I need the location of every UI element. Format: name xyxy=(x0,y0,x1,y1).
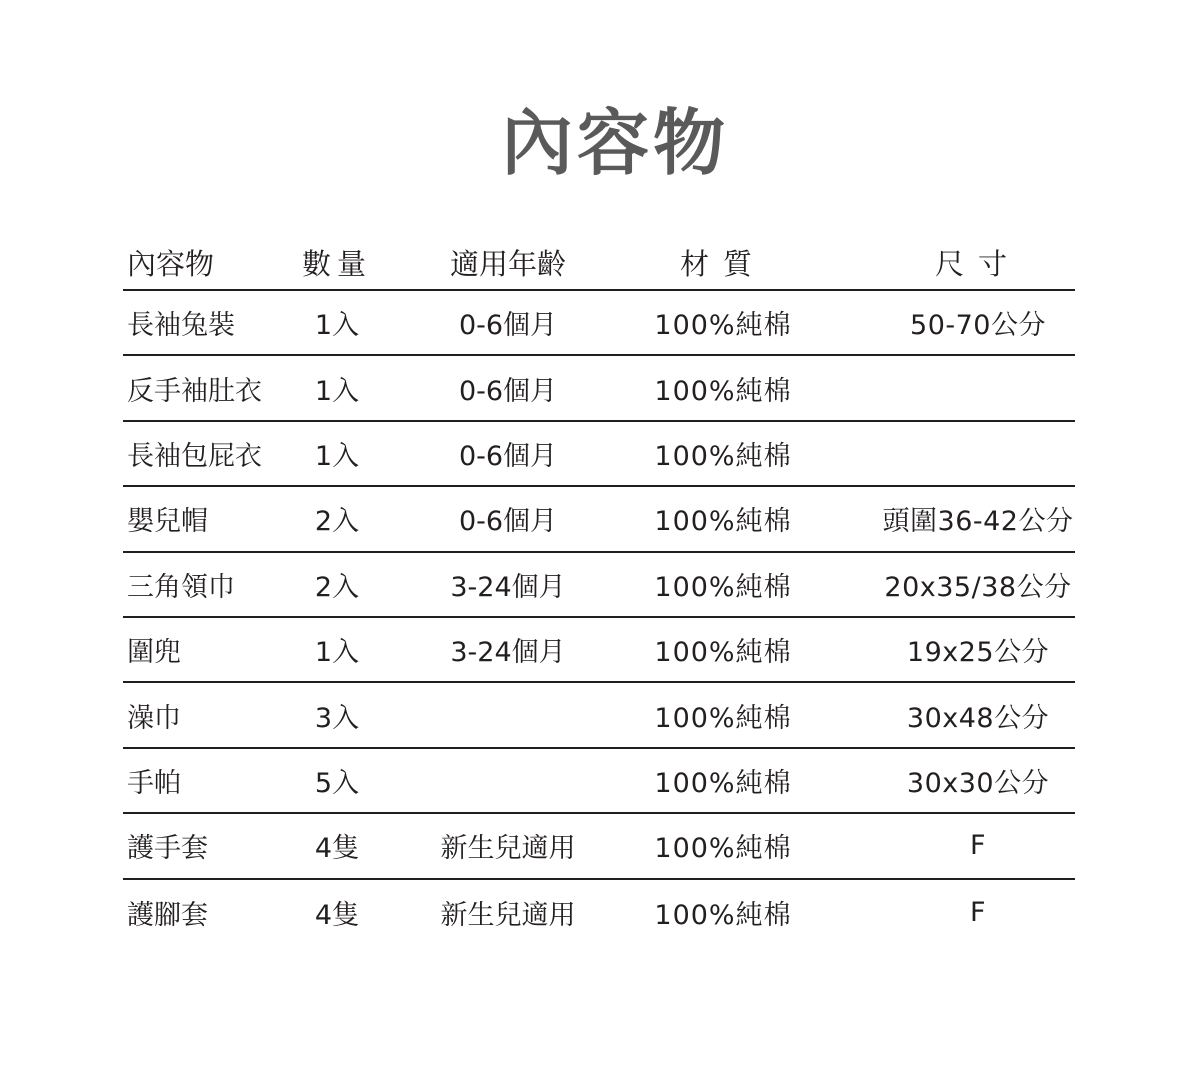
header-item: 內容物 xyxy=(127,247,215,281)
cell-item: 澡巾 xyxy=(127,702,181,734)
cell-material: 100%純棉 xyxy=(654,702,792,734)
cell-item: 護腳套 xyxy=(127,899,208,931)
table-row xyxy=(123,814,1075,879)
cell-age: 新生兒適用 xyxy=(440,899,576,931)
cell-size: 30x48公分 xyxy=(906,702,1050,734)
header-quantity: 數量 xyxy=(301,247,372,281)
cell-material: 100%純棉 xyxy=(654,899,792,931)
cell-item: 長袖兔裝 xyxy=(127,310,235,342)
cell-item: 嬰兒帽 xyxy=(127,506,208,538)
cell-item: 長袖包屁衣 xyxy=(127,440,262,472)
table-row xyxy=(123,291,1075,356)
table-row xyxy=(123,880,1075,945)
table-row xyxy=(123,422,1075,487)
table-row xyxy=(123,356,1075,421)
cell-size xyxy=(873,356,1083,419)
cell-size xyxy=(873,422,1083,485)
cell-age xyxy=(423,749,593,812)
cell-size: 50-70公分 xyxy=(910,310,1046,342)
header-size: 尺寸 xyxy=(934,247,1021,281)
cell-item: 手帕 xyxy=(127,767,181,799)
cell-item: 圍兜 xyxy=(127,637,181,669)
cell-quantity: 2入 xyxy=(314,506,360,538)
table-header-row xyxy=(123,236,1075,291)
cell-material: 100%純棉 xyxy=(654,833,792,865)
cell-quantity: 1入 xyxy=(314,440,360,472)
contents-table xyxy=(123,236,1075,945)
table-row xyxy=(123,553,1075,618)
cell-quantity: 1入 xyxy=(314,310,360,342)
cell-age: 0-6個月 xyxy=(458,310,558,342)
cell-item: 護手套 xyxy=(127,833,208,865)
cell-size: F xyxy=(969,830,987,862)
cell-age xyxy=(423,683,593,746)
header-material: 材質 xyxy=(679,247,766,281)
cell-material: 100%純棉 xyxy=(654,506,792,538)
cell-material: 100%純棉 xyxy=(654,767,792,799)
cell-age: 0-6個月 xyxy=(458,506,558,538)
cell-quantity: 2入 xyxy=(314,571,360,603)
cell-material: 100%純棉 xyxy=(654,571,792,603)
cell-item: 反手袖肚衣 xyxy=(127,375,262,407)
cell-item: 三角領巾 xyxy=(127,571,235,603)
cell-age: 0-6個月 xyxy=(458,440,558,472)
cell-quantity: 1入 xyxy=(314,637,360,669)
cell-quantity: 5入 xyxy=(314,767,360,799)
cell-age: 3-24個月 xyxy=(450,571,566,603)
cell-material: 100%純棉 xyxy=(654,375,792,407)
cell-size: 20x35/38公分 xyxy=(884,571,1072,603)
cell-quantity: 4隻 xyxy=(314,899,360,931)
cell-age: 3-24個月 xyxy=(450,637,566,669)
cell-quantity: 1入 xyxy=(314,375,360,407)
cell-age: 0-6個月 xyxy=(458,375,558,407)
cell-age: 新生兒適用 xyxy=(440,833,576,865)
cell-quantity: 3入 xyxy=(314,702,360,734)
cell-material: 100%純棉 xyxy=(654,310,792,342)
cell-size: F xyxy=(969,896,987,928)
page-title: 內容物 xyxy=(500,100,729,185)
table-row xyxy=(123,618,1075,683)
cell-material: 100%純棉 xyxy=(654,440,792,472)
cell-quantity: 4隻 xyxy=(314,833,360,865)
cell-size: 19x25公分 xyxy=(906,637,1050,669)
cell-material: 100%純棉 xyxy=(654,637,792,669)
table-row xyxy=(123,749,1075,814)
table-row xyxy=(123,683,1075,748)
cell-size: 30x30公分 xyxy=(906,767,1050,799)
header-age: 適用年齡 xyxy=(449,247,566,281)
table-row xyxy=(123,487,1075,552)
cell-size: 頭圍36-42公分 xyxy=(882,506,1074,538)
